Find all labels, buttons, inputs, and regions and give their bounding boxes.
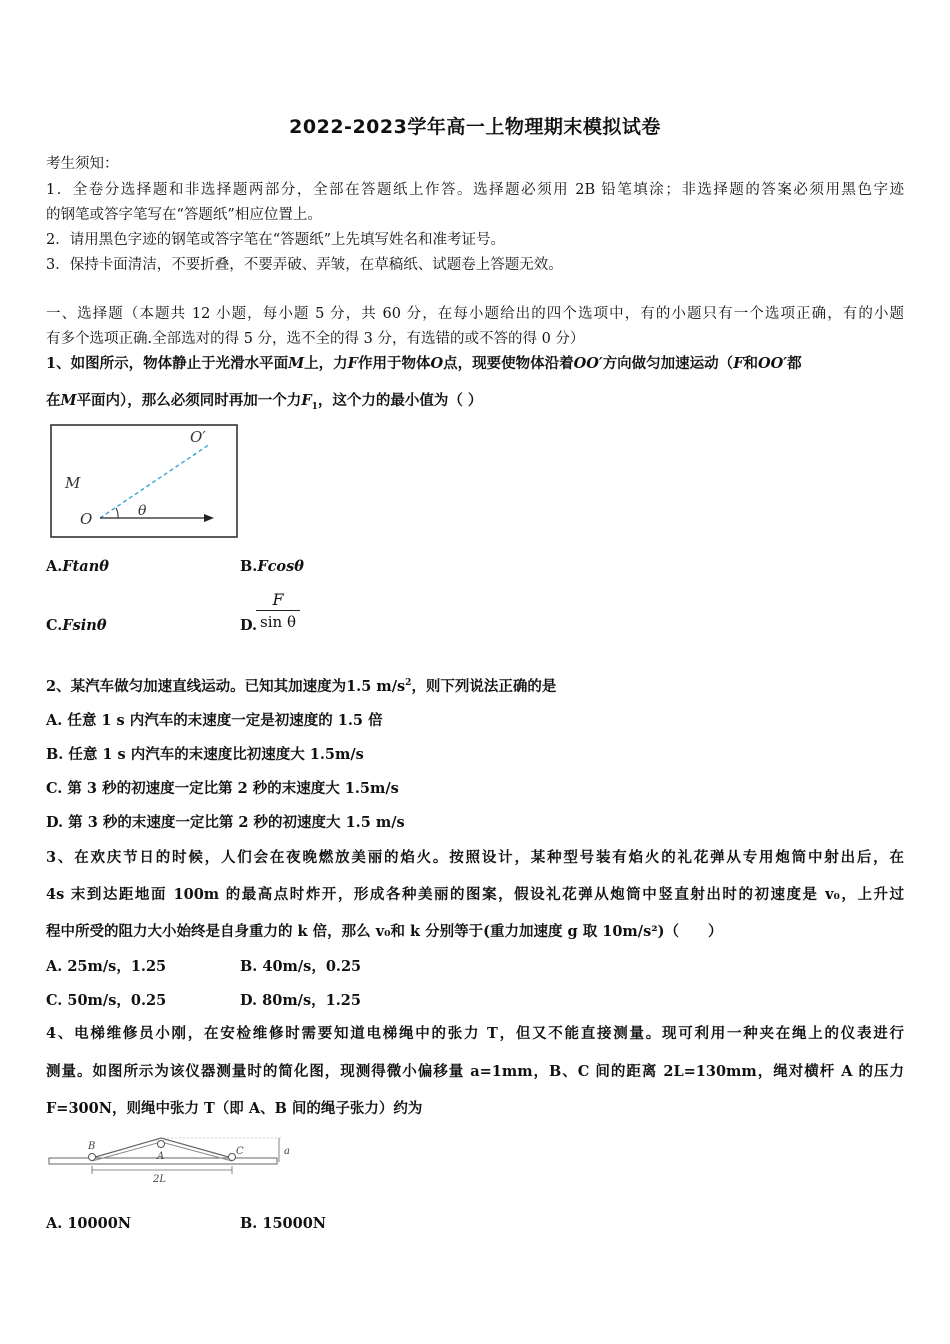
notice-item-1-cont: 的钢笔或答字笔写在“答题纸”相应位置上。 (46, 207, 322, 223)
q1-var-M: M (60, 392, 77, 409)
option-letter: B. (240, 558, 258, 575)
oo-prime-line (100, 444, 210, 518)
q1-var-OO: OO′ (573, 355, 603, 372)
label-C: C (236, 1146, 244, 1157)
q1-var-M: M (288, 355, 305, 372)
q2-option-a[interactable]: A. 任意 1 s 内汽车的末速度一定是初速度的 1.5 倍 (46, 712, 383, 729)
q3-option-a[interactable]: A. 25m/s，1.25 (46, 958, 167, 975)
q4-stem-line-1: 4、电梯维修员小刚，在安检维修时需要知道电梯绳中的张力 T，但又不能直接测量。现可利用一种夹在绳上的仪表进行 (46, 1025, 904, 1042)
section-instructions-line-1: 一、选择题（本题共 12 小题，每小题 5 分，共 60 分，在每小题给出的四个选项中，有的小题只有一个选项正确，有的小题 (46, 306, 904, 322)
q4-option-a[interactable]: A. 10000N (46, 1215, 132, 1232)
q1-text: 和 (743, 355, 758, 372)
q1-text: 1、如图所示，物体静止于光滑水平面 (46, 355, 289, 372)
label-2L: 2L (153, 1174, 167, 1185)
label-M: M (65, 474, 81, 492)
q1-diagram (50, 424, 240, 540)
q1-text: ，这个力的最小值为（ ） (317, 392, 483, 409)
notice-item-3: 3．保持卡面清洁，不要折叠，不要弄破、弄皱，在草稿纸、试题卷上答题无效。 (46, 257, 563, 273)
label-B: B (88, 1141, 96, 1152)
notice-item-2: 2．请用黑色字迹的钢笔或答字笔在“答题纸”上先填写姓名和准考证号。 (46, 232, 506, 248)
q4-stem-line-3: F=300N，则绳中张力 T（即 A、B 间的绳子张力）约为 (46, 1100, 423, 1117)
label-O-prime: O′ (190, 428, 206, 446)
notice-heading: 考生须知： (46, 156, 119, 172)
q1-text: 方向做匀加速运动（ (602, 355, 734, 372)
q1-text: 在 (46, 392, 61, 409)
q4-figure (48, 1128, 298, 1190)
q3-option-c[interactable]: C. 50m/s，0.25 (46, 992, 167, 1009)
q1-option-b[interactable] (240, 558, 304, 575)
q1-option-c[interactable] (46, 617, 107, 634)
option-letter: D. (240, 617, 258, 634)
q1-text: 平面内），那么必须同时再加一个力 (76, 392, 302, 409)
exam-title: 2022-2023学年高一上物理期末模拟试卷 (289, 116, 661, 138)
q2-text: 2、某汽车做匀加速直线运动。已知其加速度为 (46, 678, 347, 695)
angle-arc (116, 508, 118, 518)
q1-stem-line-2 (46, 389, 482, 412)
q4-option-b[interactable]: B. 15000N (240, 1215, 327, 1232)
q1-var-F1: F (301, 392, 312, 409)
q1-var-O: O (430, 355, 444, 372)
arrow-head (204, 514, 214, 522)
q2-text: ，则下列说法正确的是 (411, 678, 557, 695)
q2-superscript: 2 (405, 678, 412, 689)
q1-var-F: F (733, 355, 744, 372)
q1-text: 作用于物体 (357, 355, 431, 372)
q2-option-b[interactable]: B. 任意 1 s 内汽车的末速度比初速度大 1.5m/s (46, 746, 364, 763)
q1-text: 点，现要使物体沿着 (443, 355, 574, 372)
q4-stem-line-2: 测量。如图所示为该仪器测量时的简化图，现测得微小偏移量 a=1mm，B、C 间的距离 2L=130mm，绳对横杆 A 的压力 (46, 1063, 904, 1080)
option-letter: A. (46, 558, 63, 575)
q3-stem-line-1: 3、在欢庆节日的时候，人们会在夜晚燃放美丽的焰火。按照设计，某种型号装有焰火的礼花弹从专用炮筒中射出后，在 (46, 849, 904, 866)
option-text: Fcosθ (257, 558, 304, 575)
fraction-denominator: sin θ (260, 613, 296, 631)
q1-figure (50, 424, 240, 544)
q1-option-d[interactable] (240, 617, 257, 634)
pulley-C (229, 1154, 236, 1161)
pulley-A (158, 1141, 165, 1148)
q1-option-a[interactable] (46, 558, 109, 575)
option-text: Ftanθ (62, 558, 109, 575)
q1-stem-line-1 (46, 352, 802, 373)
q1-var-OO: OO′ (757, 355, 788, 372)
q1-subscript: 1 (311, 401, 318, 412)
q3-option-b[interactable]: B. 40m/s，0.25 (240, 958, 362, 975)
q1-option-d-fraction (256, 590, 300, 631)
label-O: O (80, 510, 93, 528)
option-letter: C. (46, 617, 63, 634)
q2-option-c[interactable]: C. 第 3 秒的初速度一定比第 2 秒的末速度大 1.5m/s (46, 780, 399, 797)
fraction-numerator: F (256, 590, 300, 611)
q3-stem-line-2: 4s 末到达距地面 100m 的最高点时炸开，形成各种美丽的图案，假设礼花弹从炮筒中竖直射出时的初速度是 v₀，上升过 (46, 886, 904, 903)
q1-var-F: F (347, 355, 358, 372)
pulley-B (89, 1154, 96, 1161)
label-A: A (157, 1151, 165, 1162)
q3-stem-line-3: 程中所受的阻力大小始终是自身重力的 k 倍，那么 v₀和 k 分别等于(重力加速度 g 取 10m/s²)（ ） (46, 923, 723, 940)
notice-item-1: 1．全卷分选择题和非选择题两部分，全部在答题纸上作答。选择题必须用 2B 铅笔填涂；非选择题的答案必须用黑色字迹 (46, 182, 904, 198)
section-instructions-line-2: 有多个选项正确.全部选对的得 5 分，选不全的得 3 分，有选错的或不答的得 0 分） (46, 331, 585, 347)
q3-option-d[interactable]: D. 80m/s，1.25 (240, 992, 361, 1009)
q2-stem (46, 675, 556, 696)
q1-text: 都 (787, 355, 802, 372)
q1-text: 上，力 (304, 355, 348, 372)
q4-diagram (48, 1128, 298, 1186)
label-a: a (284, 1146, 290, 1157)
label-theta: θ (138, 503, 147, 519)
q2-option-d[interactable]: D. 第 3 秒的末速度一定比第 2 秒的初速度大 1.5 m/s (46, 814, 405, 831)
option-text: Fsinθ (62, 617, 107, 634)
q2-value: 1.5 m/s (346, 678, 406, 695)
